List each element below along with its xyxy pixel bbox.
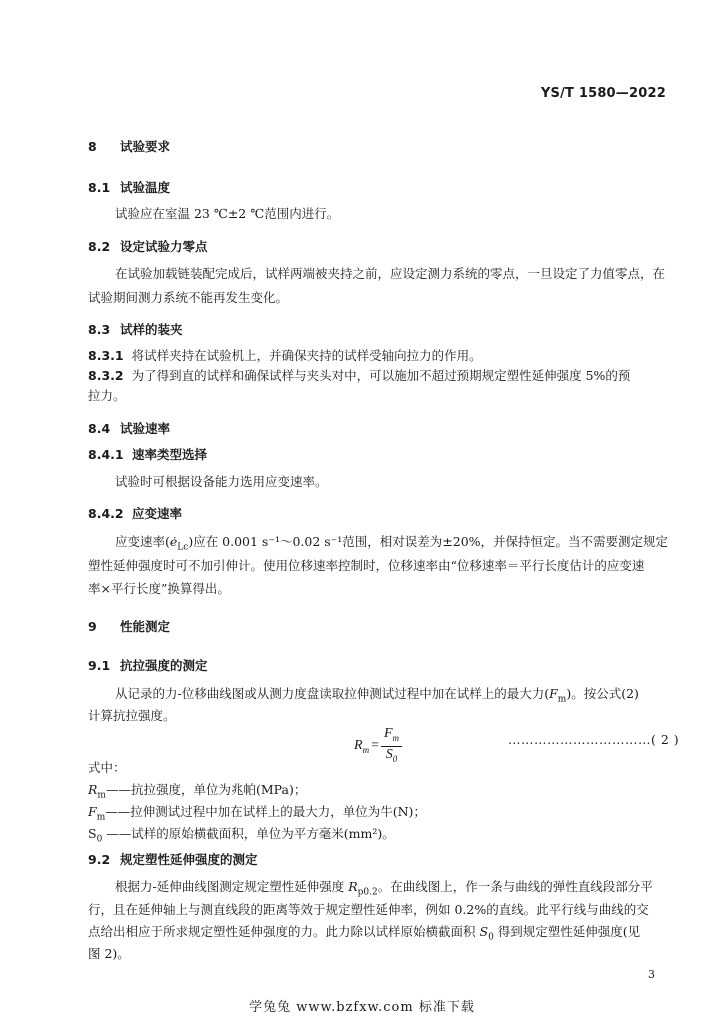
definition-text: ——试样的原始横截面积，单位为平方毫米(mm²)。 <box>102 826 395 841</box>
section-title: 设定试验力零点 <box>120 239 208 254</box>
standard-number: YS/T 1580—2022 <box>540 86 666 101</box>
section-number: 8.4.1 <box>88 447 124 462</box>
section-number: 9 <box>88 619 97 634</box>
section-number: 9.2 <box>88 852 111 867</box>
section-heading-8-3 <box>88 320 183 338</box>
section-title: 试验要求 <box>120 139 171 154</box>
formula-lhs: $R_m$ <box>354 737 370 755</box>
text-run: 根据力-延伸曲线图测定规定塑性延伸强度 <box>115 879 349 894</box>
section-number: 8.3 <box>88 322 111 337</box>
section-title: 应变速率 <box>132 506 183 521</box>
clause-number: 8.3.2 <box>88 368 124 383</box>
section-title: 试验温度 <box>120 180 171 195</box>
symbol: R <box>348 879 358 894</box>
section-heading-9-1 <box>88 656 208 674</box>
section-number: 9.1 <box>88 658 111 673</box>
clause-text: 为了得到直的试样和确保试样与夹头对中，可以施加不超过预期规定塑性延伸强度 5%的预 <box>131 368 631 383</box>
symbol: F <box>549 686 558 701</box>
section-title: 试验速率 <box>120 421 171 436</box>
section-heading-8-2 <box>88 237 208 255</box>
section-title: 规定塑性延伸强度的测定 <box>120 852 258 867</box>
formula-number <box>508 732 679 747</box>
clause-text: 将试样夹持在试验机上，并确保夹持的试样受轴向拉力的作用。 <box>131 348 482 363</box>
section-heading-8-4-1 <box>88 445 207 463</box>
strain-rate-symbol: ė <box>169 534 178 549</box>
section-heading-9-2 <box>88 850 258 868</box>
symbol: S <box>479 924 489 939</box>
text-run: 。在曲线图上，作一条与曲线的弹性直线段部分平 <box>377 879 653 894</box>
numerator: $F_m$ <box>381 726 402 747</box>
text-run: 从记录的力-位移曲线图或从测力度盘读取拉伸测试过程中加在试样上的最大力( <box>115 686 550 701</box>
subscript: 0 <box>96 834 103 845</box>
subscript: m <box>96 812 106 823</box>
symbol: F <box>88 804 97 819</box>
text-run: 得到规定塑性延伸强度(见 <box>493 924 641 939</box>
subscript: m <box>557 694 567 705</box>
section-title: 速率类型选择 <box>132 447 208 462</box>
section-number: 8.2 <box>88 239 111 254</box>
paragraph: 试验时可根据设备能力选用应变速率。 <box>115 474 328 489</box>
subscript: Lc <box>177 542 189 553</box>
section-number: 8.4 <box>88 421 111 436</box>
section-title: 性能测定 <box>120 619 171 634</box>
text-run: 点给出相应于所求规定塑性延伸强度的力。此力除以试样原始横截面积 <box>88 924 480 939</box>
definition-text: ——抗拉强度，单位为兆帕(MPa)； <box>105 782 307 797</box>
symbol: S <box>88 826 97 841</box>
section-number: 8 <box>88 139 97 154</box>
symbol: R <box>88 782 98 797</box>
definition-text: ——拉伸测试过程中加在试样上的最大力，单位为牛(N)； <box>105 804 426 819</box>
footer-watermark: 学兔兔 www.bzfxw.com 标准下载 <box>249 1000 475 1015</box>
section-heading-8-4 <box>88 419 170 437</box>
definition-s0 <box>88 822 662 852</box>
section-number: 8.4.2 <box>88 506 124 521</box>
paragraph-line: 试验期间测力系统不能再发生变化。 <box>88 290 289 305</box>
paragraph-line: 行，且在延伸轴上与测直线段的距离等效于规定塑性延伸率，例如 0.2%的直线。此平行线与曲线的交 <box>88 902 649 917</box>
section-heading-8-4-2 <box>88 504 182 522</box>
subscript: m <box>97 790 106 801</box>
paragraph-line: 拉力。 <box>88 388 126 403</box>
where-label: 式中： <box>88 760 126 775</box>
denominator: $S_0$ <box>385 746 398 764</box>
paragraph-line: 计算抗拉强度。 <box>88 708 176 723</box>
text-run: )应在 0.001 s⁻¹～0.02 s⁻¹范围，相对误差为±20%，并保持恒定。当不需要测定规定 <box>188 534 669 549</box>
text-run: )。按公式(2) <box>566 686 639 701</box>
paragraph-line: 在试验加载链装配完成后，试样两端被夹持之前，应设定测力系统的零点，一旦设定了力值零点，在 <box>115 266 666 281</box>
section-title: 抗拉强度的测定 <box>120 658 208 673</box>
paragraph: 试验应在室温 23 ℃±2 ℃范围内进行。 <box>115 206 340 221</box>
subscript: 0 <box>488 932 494 943</box>
equals-sign: = <box>371 738 379 754</box>
section-heading-9 <box>88 617 170 635</box>
subscript: p0.2 <box>357 887 378 898</box>
text-run: 应变速率( <box>115 534 170 549</box>
section-heading-8 <box>88 137 170 155</box>
leader-dots: …………………………… <box>508 732 651 747</box>
section-number: 8.1 <box>88 180 111 195</box>
paragraph-line: 塑性延伸强度时可不加引伸计。使用位移速率控制时，位移速率由“位移速率＝平行长度估计的应变速 <box>88 558 645 573</box>
equation-label: ( 2 ) <box>651 732 680 747</box>
section-heading-8-1 <box>88 178 170 196</box>
clause-number: 8.3.1 <box>88 348 124 363</box>
page-number: 3 <box>648 968 655 981</box>
paragraph-line: 图 2)。 <box>88 946 130 961</box>
paragraph-line: 率×平行长度”换算得出。 <box>88 581 230 596</box>
section-title: 试样的装夹 <box>120 322 183 337</box>
